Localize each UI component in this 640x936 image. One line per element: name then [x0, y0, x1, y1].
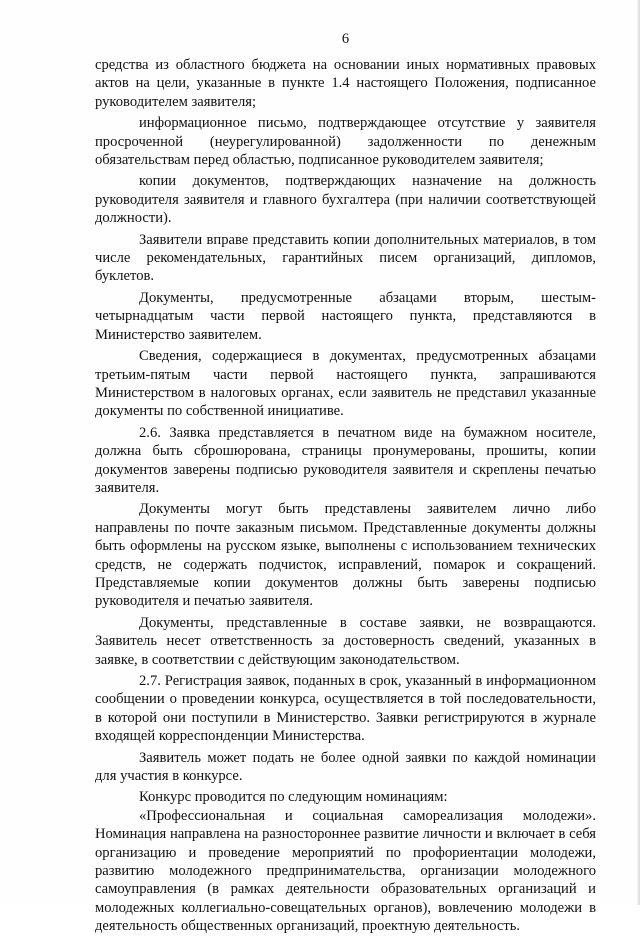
paragraph-3: копии документов, подтверждающих назначение на должность руководителя заявителя и главного бухгалтера (при наличии соответствующей должности). [95, 173, 596, 227]
page-number: 6 [341, 31, 350, 47]
paragraph-11: Заявитель может подать не более одной заявки по каждой номинации для участия в конкурсе. [95, 749, 596, 785]
paragraph-6: Сведения, содержащиеся в документах, предусмотренных абзацами третьим-пятым части первой настоящего пункта, запрашиваются Министерством в налоговых органах, если заявитель не представил указанные документы по собственной инициативе. [95, 348, 596, 420]
paragraph-12: Конкурс проводится по следующим номинациям: [139, 789, 448, 806]
paragraph-13: «Профессиональная и социальная самореализация молодежи». Номинация направлена на разностороннее развитие личности и включает в себя организацию и проведение мероприятий по профориентации молодежи, развитию молодежного предпринимательства, организации молодежного самоуправления (в рамках деятельности образовательных организаций и молодежных коллегиально-совещательных органов), вовлечению молодежи в деятельность общественных организаций, проектную деятельность. [95, 807, 596, 935]
paragraph-9: Документы, представленные в составе заявки, не возвращаются. Заявитель несет ответственность за достоверность сведений, указанных в заявке, в соответствии с действующим законодательством. [95, 614, 596, 668]
paragraph-10: 2.7. Регистрация заявок, поданных в срок, указанный в информационном сообщении о проведении конкурса, осуществляется в той последовательности, в которой они поступили в Министерство. Заявки регистрируются в журнале входящей корреспонденции Министерства. [95, 673, 596, 745]
paragraph-1: средства из областного бюджета на основании иных нормативных правовых актов на цели, указанные в пункте 1.4 настоящего Положения, подписанное руководителем заявителя; [95, 57, 596, 110]
paragraph-8: Документы могут быть представлены заявителем лично либо направлены по почте заказным письмом. Представленные документы должны быть оформлены на русском языке, выполнены с использованием технических средств, не содержать подчисток, исправлений, помарок и сокращений. Представляемые копии документов должны быть заверены подписью руководителя и печатью заявителя. [95, 501, 596, 610]
paragraph-5: Документы, предусмотренные абзацами вторым, шестым-четырнадцатым части первой настоящего пункта, представляются в Министерство заявителем. [95, 289, 596, 343]
paragraph-4: Заявители вправе представить копии дополнительных материалов, в том числе рекомендательных, гарантийных писем организаций, дипломов, буклетов. [95, 231, 596, 285]
paragraph-2: информационное письмо, подтверждающее отсутствие у заявителя просроченной (неурегулированной) задолженности по денежным обязательствам перед областью, подписанное руководителем заявителя; [95, 115, 596, 169]
paragraph-7: 2.6. Заявка представляется в печатном виде на бумажном носителе, должна быть сброшюрована, страницы пронумерованы, прошиты, копии документов заверены подписью руководителя заявителя и скреплены печатью заявителя. [95, 424, 596, 496]
